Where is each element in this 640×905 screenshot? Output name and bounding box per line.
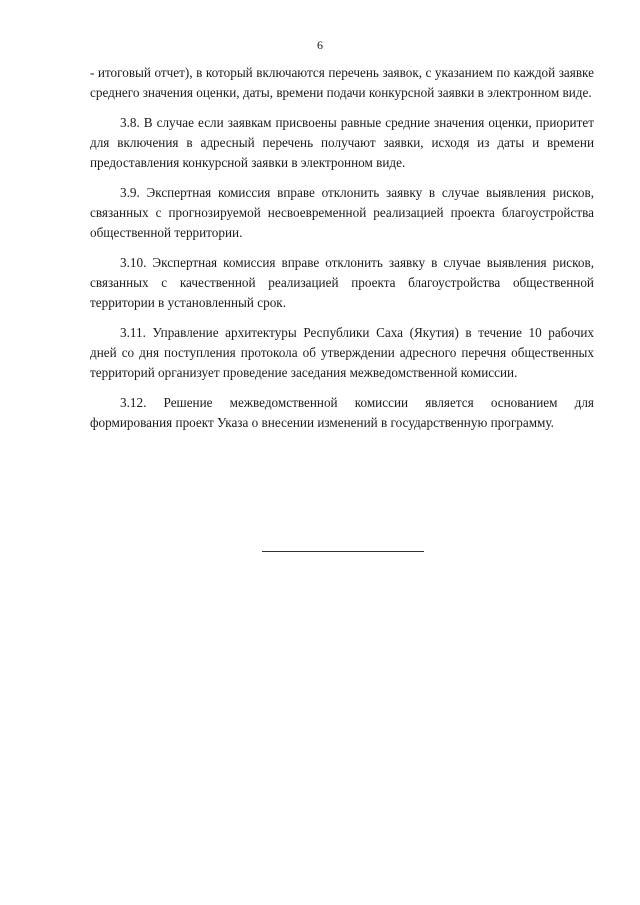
end-of-document-line [262,551,424,552]
paragraph-continuation: - итоговый отчет), в который включаются перечень заявок, с указанием по каждой заявке среднего значения оценки, даты, времени подачи конкурсной заявки в электронном виде. [90,65,594,100]
paragraph-3-12: 3.12. Решение межведомственной комиссии является основанием для формирования проект Указа о внесении изменений в государственную программу. [90,395,594,430]
page-number: 6 [317,38,323,52]
document-body [90,63,594,443]
paragraph-3-11: 3.11. Управление архитектуры Республики Саха (Якутия) в течение 10 рабочих дней со дня поступления протокола об утверждении адресного перечня общественных территорий организует проведение заседания межведомственной комиссии. [90,325,594,380]
paragraph-3-9: 3.9. Экспертная комиссия вправе отклонить заявку в случае выявления рисков, связанных с прогнозируемой несвоевременной реализацией проекта благоустройства общественной территории. [90,185,594,240]
paragraph-3-8: 3.8. В случае если заявкам присвоены равные средние значения оценки, приоритет для включения в адресный перечень получают заявки, исходя из даты и времени предоставления конкурсной заявки в электронном виде. [90,115,594,170]
paragraph-3-10: 3.10. Экспертная комиссия вправе отклонить заявку в случае выявления рисков, связанных с качественной реализацией проекта благоустройства общественной территории в установленный срок. [90,255,594,310]
